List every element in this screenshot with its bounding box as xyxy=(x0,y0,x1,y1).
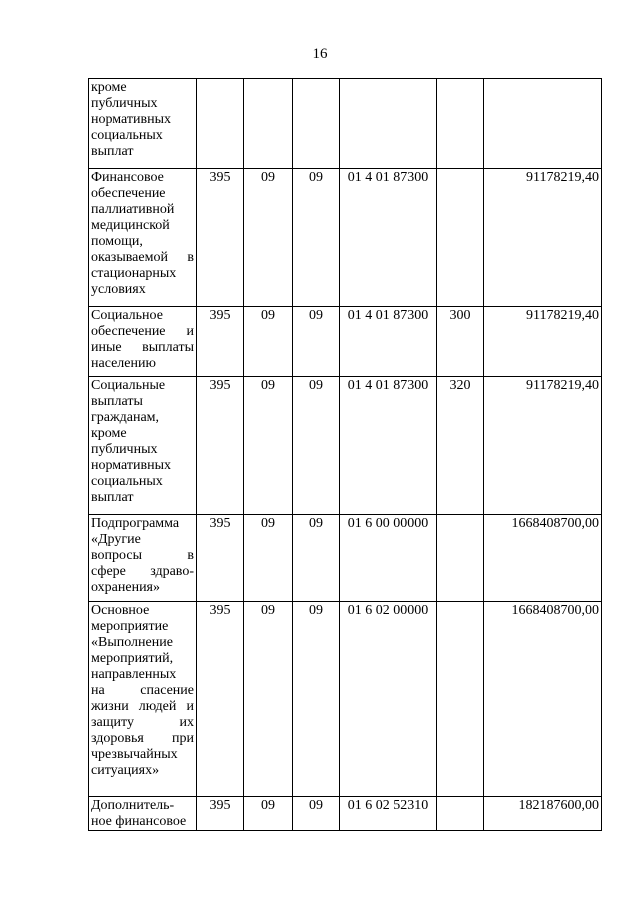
cell-name xyxy=(89,377,197,515)
cell-pr xyxy=(293,79,340,169)
cell-name xyxy=(89,515,197,602)
name-line: публичных xyxy=(91,96,158,111)
name-line: социальных xyxy=(91,474,163,489)
name-line: Социальное xyxy=(91,308,163,323)
cell-sum: 1668408700,00 xyxy=(484,602,602,797)
name-line: ное финансовое xyxy=(91,814,187,829)
cell-rz: 09 xyxy=(244,602,293,797)
name-line: ситуациях» xyxy=(91,763,160,778)
budget-table xyxy=(88,78,602,831)
name-line: кроме xyxy=(91,426,127,441)
name-line: на спасение xyxy=(91,683,194,698)
cell-ved xyxy=(197,79,244,169)
name-line: «Выполнение xyxy=(91,635,173,650)
name-line: гражданам, xyxy=(91,410,160,425)
cell-ved: 395 xyxy=(197,169,244,307)
cell-ved: 395 xyxy=(197,797,244,831)
cell-sum: 91178219,40 xyxy=(484,377,602,515)
name-line: Подпрограмма xyxy=(91,516,180,531)
table-row xyxy=(89,515,602,602)
cell-csr: 01 6 00 00000 xyxy=(340,515,437,602)
name-line: медицинской xyxy=(91,218,170,233)
cell-csr: 01 6 02 00000 xyxy=(340,602,437,797)
cell-sum: 91178219,40 xyxy=(484,169,602,307)
name-line: нормативных xyxy=(91,112,172,127)
name-line: обеспечение xyxy=(91,186,166,201)
name-line: нормативных xyxy=(91,458,172,473)
name-line: Финансовое xyxy=(91,170,164,185)
cell-rz: 09 xyxy=(244,797,293,831)
cell-csr: 01 4 01 87300 xyxy=(340,377,437,515)
name-line: чрезвычайных xyxy=(91,747,178,762)
cell-sum: 182187600,00 xyxy=(484,797,602,831)
name-line: Основное xyxy=(91,603,150,618)
name-line: иные выплаты xyxy=(91,340,194,355)
table-body xyxy=(89,79,602,831)
cell-vr xyxy=(437,169,484,307)
name-line: социальных xyxy=(91,128,163,143)
cell-vr: 320 xyxy=(437,377,484,515)
name-line: помощи, xyxy=(91,234,143,249)
name-line: мероприятие xyxy=(91,619,169,634)
cell-ved: 395 xyxy=(197,515,244,602)
cell-pr: 09 xyxy=(293,377,340,515)
cell-sum xyxy=(484,79,602,169)
cell-pr: 09 xyxy=(293,602,340,797)
cell-name xyxy=(89,797,197,831)
table-row xyxy=(89,797,602,831)
table-row xyxy=(89,79,602,169)
cell-ved: 395 xyxy=(197,307,244,377)
table-row xyxy=(89,169,602,307)
cell-pr: 09 xyxy=(293,307,340,377)
cell-csr: 01 4 01 87300 xyxy=(340,169,437,307)
name-line: оказываемой в xyxy=(91,250,194,265)
name-line: жизни людей и xyxy=(91,699,194,714)
cell-rz xyxy=(244,79,293,169)
cell-name xyxy=(89,307,197,377)
cell-vr xyxy=(437,79,484,169)
cell-csr: 01 4 01 87300 xyxy=(340,307,437,377)
name-line: охранения» xyxy=(91,580,160,595)
name-line: «Другие xyxy=(91,532,141,547)
cell-sum: 1668408700,00 xyxy=(484,515,602,602)
table-row xyxy=(89,602,602,797)
name-line: выплаты xyxy=(91,394,143,409)
cell-name xyxy=(89,79,197,169)
table-row xyxy=(89,377,602,515)
cell-csr xyxy=(340,79,437,169)
cell-pr: 09 xyxy=(293,515,340,602)
name-line: направленных xyxy=(91,667,177,682)
cell-name xyxy=(89,602,197,797)
cell-vr: 300 xyxy=(437,307,484,377)
name-line: публичных xyxy=(91,442,158,457)
name-line: вопросы в xyxy=(91,548,194,563)
cell-rz: 09 xyxy=(244,515,293,602)
cell-rz: 09 xyxy=(244,307,293,377)
name-line: паллиативной xyxy=(91,202,175,217)
cell-vr xyxy=(437,515,484,602)
cell-name xyxy=(89,169,197,307)
name-line: обеспечение и xyxy=(91,324,194,339)
name-line: населению xyxy=(91,356,156,371)
cell-pr: 09 xyxy=(293,169,340,307)
cell-vr xyxy=(437,797,484,831)
name-line: защиту их xyxy=(91,715,194,730)
page-number: 16 xyxy=(312,46,328,62)
name-line: сфере здраво- xyxy=(91,564,194,579)
cell-ved: 395 xyxy=(197,602,244,797)
cell-csr: 01 6 02 52310 xyxy=(340,797,437,831)
name-line: Дополнитель- xyxy=(91,798,175,813)
cell-pr: 09 xyxy=(293,797,340,831)
name-line: условиях xyxy=(91,282,146,297)
cell-rz: 09 xyxy=(244,169,293,307)
name-line: мероприятий, xyxy=(91,651,174,666)
name-line: здоровья при xyxy=(91,731,194,746)
name-line: стационарных xyxy=(91,266,177,281)
name-line: кроме xyxy=(91,80,127,95)
cell-rz: 09 xyxy=(244,377,293,515)
name-line: выплат xyxy=(91,144,134,159)
name-line: Социальные xyxy=(91,378,166,393)
name-line: выплат xyxy=(91,490,134,505)
cell-sum: 91178219,40 xyxy=(484,307,602,377)
cell-vr xyxy=(437,602,484,797)
table-row xyxy=(89,307,602,377)
cell-ved: 395 xyxy=(197,377,244,515)
